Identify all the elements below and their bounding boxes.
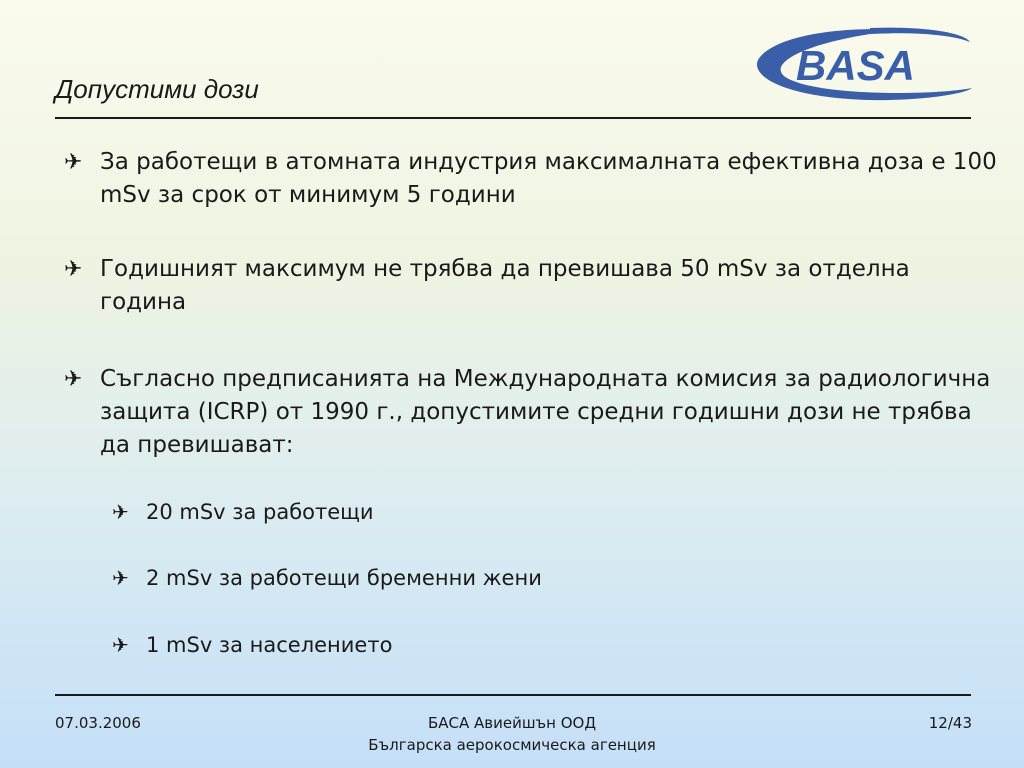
footer-company-line1: БАСА Авиейшън ООД [427, 714, 597, 732]
bullet-text: За работещи в атомната индустрия максималната ефективна доза е 100 mSv за срок от минимум 5 години [100, 149, 997, 208]
bullet-text: Съгласно предписанията на Международната комисия за радиологична защита (ICRP) от 1990 г., допустимите средни годишни дози не трябва да превишават: [100, 366, 991, 458]
title-divider [55, 117, 971, 119]
footer-company [312, 712, 712, 756]
basa-logo [750, 22, 975, 106]
airplane-icon: ✈ [64, 367, 83, 392]
footer-company-line2: Българска аерокосмическа агенция [368, 736, 656, 754]
logo-text: BASA [796, 42, 916, 89]
bullet-item [60, 146, 1000, 212]
airplane-icon: ✈ [64, 257, 83, 282]
sub-bullet-text: 2 mSv за работещи бременни жени [146, 566, 542, 590]
page-number: 12/43 [928, 714, 972, 732]
bullet-item [60, 253, 1000, 319]
bullet-item [60, 363, 1000, 462]
sub-bullet-text: 1 mSv за населението [146, 633, 393, 657]
footer-date: 07.03.2006 [55, 714, 141, 732]
airplane-icon: ✈ [112, 633, 129, 657]
airplane-icon: ✈ [112, 566, 129, 590]
sub-bullet-item [112, 563, 542, 593]
footer-divider [55, 694, 971, 696]
airplane-icon: ✈ [112, 500, 129, 524]
sub-bullet-text: 20 mSv за работещи [146, 500, 374, 524]
slide-title: Допустими дози [55, 74, 259, 104]
sub-bullet-item [112, 497, 374, 527]
airplane-icon: ✈ [64, 150, 83, 175]
sub-bullet-item [112, 630, 392, 660]
bullet-text: Годишният максимум не трябва да превишава 50 mSv за отделна година [100, 256, 910, 315]
